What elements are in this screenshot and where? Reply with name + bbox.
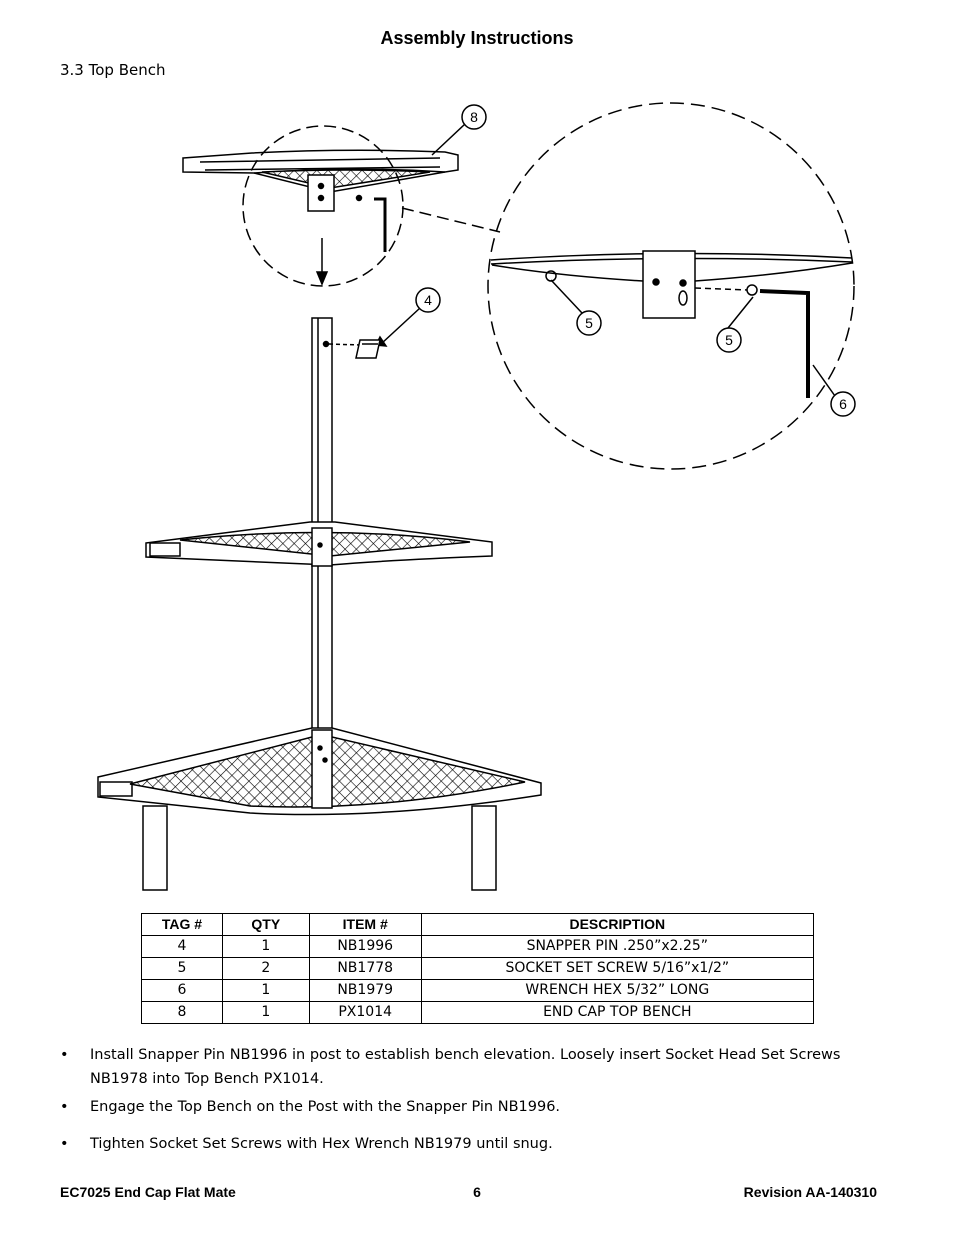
footer-document-name: EC7025 End Cap Flat Mate — [60, 1184, 236, 1200]
cell-qty: 1 — [222, 980, 309, 1002]
list-item — [60, 1095, 560, 1119]
table-row — [142, 936, 814, 958]
cell-description: SOCKET SET SCREW 5/16”x1/2” — [421, 958, 813, 980]
table-row — [142, 1002, 814, 1024]
callout-8-label: 8 — [470, 109, 478, 125]
column-header-tag: TAG # — [142, 914, 223, 936]
instruction-text: Engage the Top Bench on the Post with the Snapper Pin NB1996. — [90, 1099, 561, 1115]
cell-description: END CAP TOP BENCH — [421, 1002, 813, 1024]
bottom-bench — [98, 728, 541, 890]
column-header-qty: QTY — [222, 914, 309, 936]
cell-item: NB1996 — [309, 936, 421, 958]
table-row — [142, 980, 814, 1002]
cell-tag: 5 — [142, 958, 223, 980]
down-arrow — [317, 238, 327, 284]
callout-5b-label: 5 — [725, 332, 733, 348]
middle-bench — [146, 522, 492, 566]
column-header-item: ITEM # — [309, 914, 421, 936]
bullet-icon: • — [60, 1136, 69, 1152]
instruction-text: Install Snapper Pin NB1996 in post to establish bench elevation. Loosely insert Socket Head Set Screws NB1978 into Top Bench PX1014. — [90, 1047, 841, 1087]
cell-qty: 2 — [222, 958, 309, 980]
cell-description: WRENCH HEX 5/32” LONG — [421, 980, 813, 1002]
footer-page-number: 6 — [473, 1184, 481, 1200]
table-row — [142, 958, 814, 980]
cell-qty: 1 — [222, 936, 309, 958]
column-header-description: DESCRIPTION — [421, 914, 813, 936]
parts-table — [141, 913, 814, 1024]
callout-4-label: 4 — [424, 292, 432, 308]
cell-item: NB1979 — [309, 980, 421, 1002]
bullet-icon: • — [60, 1099, 69, 1115]
bullet-icon: • — [60, 1047, 69, 1063]
snapper-pin — [329, 340, 380, 358]
list-item — [60, 1132, 553, 1156]
cell-item: PX1014 — [309, 1002, 421, 1024]
top-bench-part — [183, 150, 458, 211]
list-item — [60, 1043, 900, 1091]
cell-tag: 8 — [142, 1002, 223, 1024]
page-title: Assembly Instructions — [380, 28, 574, 48]
cell-tag: 6 — [142, 980, 223, 1002]
cell-tag: 4 — [142, 936, 223, 958]
cell-qty: 1 — [222, 1002, 309, 1024]
callout-5a-label: 5 — [585, 315, 593, 331]
section-heading: 3.3 Top Bench — [60, 61, 166, 79]
table-header-row — [142, 914, 814, 936]
detail-view — [491, 251, 852, 398]
footer-revision: Revision AA-140310 — [743, 1184, 877, 1200]
callout-6-label: 6 — [839, 396, 847, 412]
cell-item: NB1778 — [309, 958, 421, 980]
instruction-text: Tighten Socket Set Screws with Hex Wrench NB1979 until snug. — [90, 1136, 553, 1152]
assembly-drawing — [0, 90, 954, 905]
cell-description: SNAPPER PIN .250”x2.25” — [421, 936, 813, 958]
